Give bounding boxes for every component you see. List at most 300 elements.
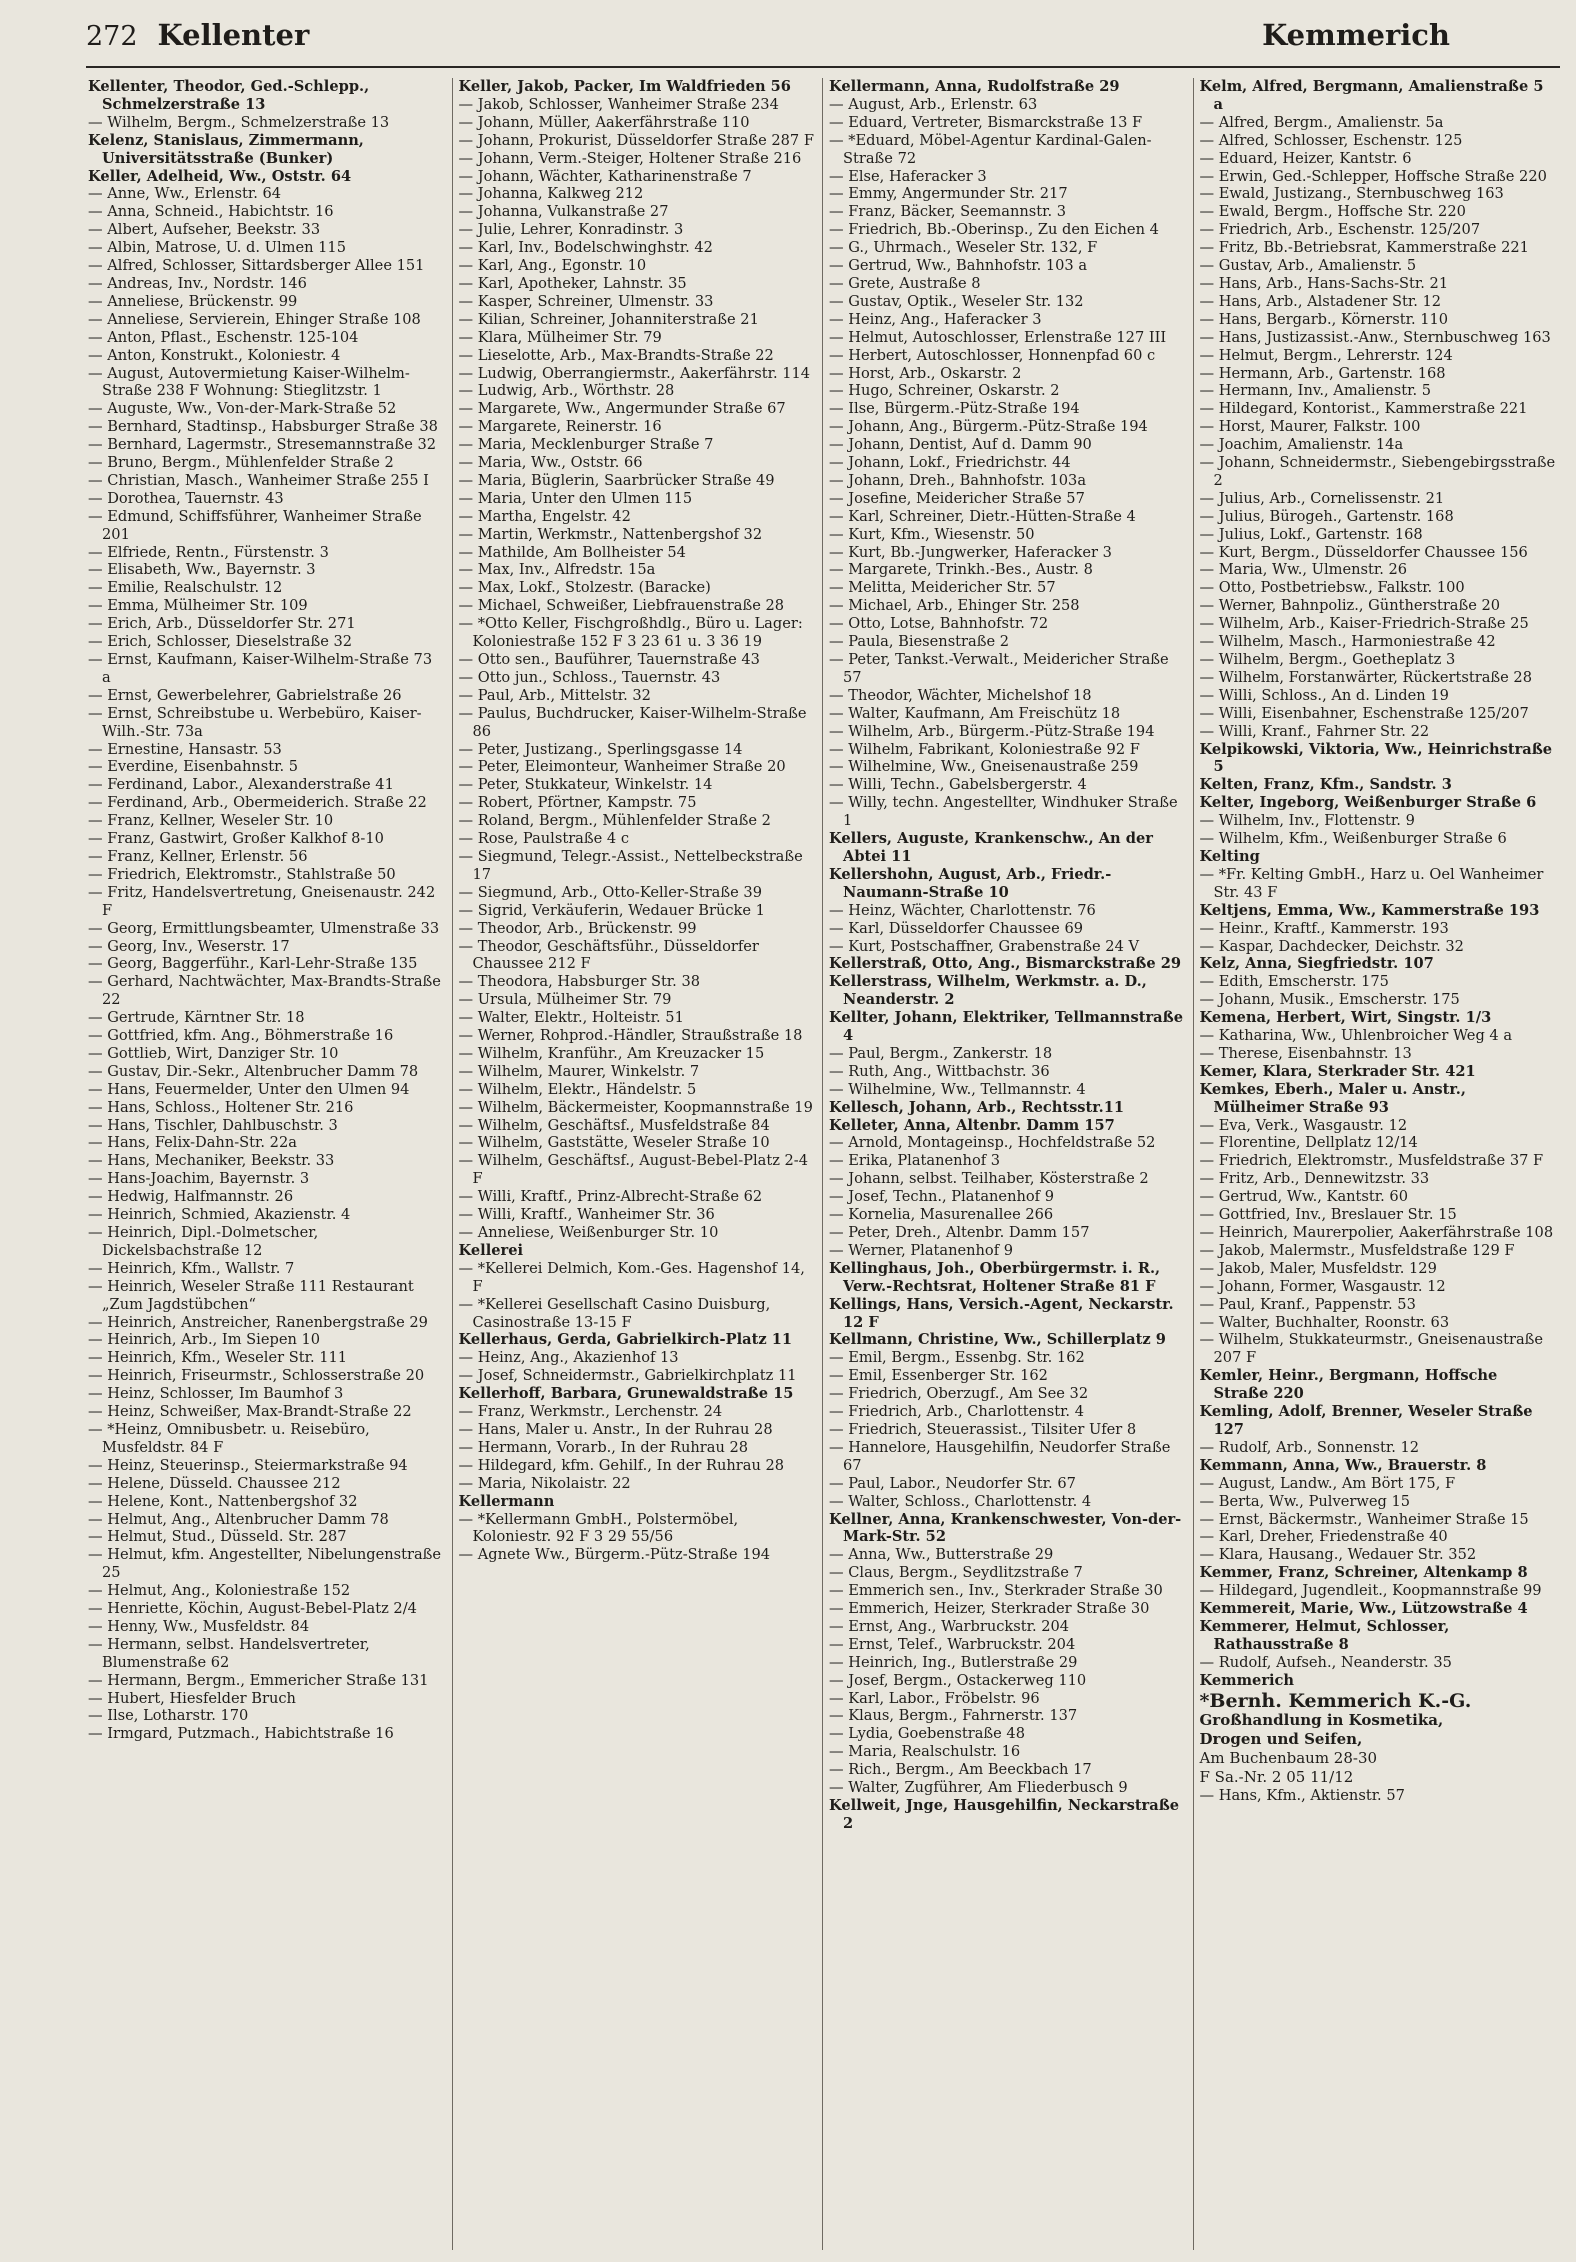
directory-entry: — *Otto Keller, Fischgroßhdlg., Büro u. Lager: Koloniestraße 152 F 3 23 61 u. 3 36 19 <box>458 615 803 651</box>
directory-entry: — Peter, Dreh., Altenbr. Damm 157 <box>829 1224 1090 1241</box>
directory-entry: — Hans, Schloss., Holtener Str. 216 <box>88 1098 354 1116</box>
directory-entry: Kemler, Heinr., Bergmann, Hoffsche Straße 220 <box>1199 1367 1498 1403</box>
directory-entry: — Franz, Werkmstr., Lerchenstr. 24 <box>458 1403 723 1421</box>
directory-entry: — Kurt, Bergm., Düsseldorfer Chaussee 156 <box>1199 543 1528 561</box>
directory-entry: — Anneliese, Servierein, Ehinger Straße 108 <box>88 310 421 328</box>
directory-entry: — Martha, Engelstr. 42 <box>458 507 631 525</box>
directory-entry: — Walter, Kaufmann, Am Freischütz 18 <box>829 704 1121 722</box>
directory-entry: — Friedrich, Oberzugf., Am See 32 <box>829 1385 1089 1403</box>
directory-entry: Kellermann <box>458 1492 555 1510</box>
directory-entry: — Jakob, Malermstr., Musfeldstraße 129 F <box>1199 1241 1515 1259</box>
directory-entry: — Friedrich, Arb., Charlottenstr. 4 <box>829 1403 1084 1421</box>
directory-entry: — Kasper, Schreiner, Ulmenstr. 33 <box>458 292 714 310</box>
directory-entry: — Josef, Bergm., Ostackerweg 110 <box>829 1671 1087 1689</box>
directory-entry: — Auguste, Ww., Von-der-Mark-Straße 52 <box>88 400 397 418</box>
ad-line-3: Am Buchenbaum 28-30 <box>1199 1748 1378 1767</box>
directory-entry: — Heinz, Schlosser, Im Baumhof 3 <box>88 1385 344 1403</box>
directory-entry: — Michael, Arb., Ehinger Str. 258 <box>829 597 1080 615</box>
directory-entry: — *Kellermann GmbH., Polstermöbel, Koloniestr. 92 F 3 29 55/56 <box>458 1510 739 1546</box>
directory-entry: — Ernst, Ang., Warbruckstr. 204 <box>829 1617 1070 1635</box>
directory-entry: — Henriette, Köchin, August-Bebel-Platz 2/4 <box>88 1600 417 1618</box>
directory-entry: — Johann, Wächter, Katharinenstraße 7 <box>458 167 752 185</box>
directory-entry: — Florentine, Dellplatz 12/14 <box>1199 1134 1418 1152</box>
directory-entry: — Franz, Kellner, Weseler Str. 10 <box>88 812 334 830</box>
directory-entry: — Alfred, Bergm., Amalienstr. 5a <box>1199 113 1444 131</box>
directory-entry: — Margarete, Ww., Angermunder Straße 67 <box>458 400 786 418</box>
directory-entry: — Mathilde, Am Bollheister 54 <box>458 543 686 561</box>
directory-entry: — Heinr., Kraftf., Kammerstr. 193 <box>1199 919 1449 937</box>
directory-entry: — Willy, techn. Angestellter, Windhuker Straße 1 <box>829 794 1178 830</box>
directory-entry: — Rose, Paulstraße 4 c <box>458 830 629 848</box>
directory-entry: — Hermann, Arb., Gartenstr. 168 <box>1199 364 1446 382</box>
directory-entry: Kellerstraß, Otto, Ang., Bismarckstraße 29 <box>829 955 1182 973</box>
directory-entry: — Ilse, Bürgerm.-Pütz-Straße 194 <box>829 400 1080 418</box>
directory-entry: — Kurt, Postschaffner, Grabenstraße 24 V <box>829 937 1140 955</box>
directory-entry: — Hans, Tischler, Dahlbuschstr. 3 <box>88 1116 338 1134</box>
directory-entry: — Lieselotte, Arb., Max-Brandts-Straße 22 <box>458 346 774 364</box>
directory-entry: — Max, Inv., Alfredstr. 15a <box>458 561 656 579</box>
directory-entry: — Hans, Felix-Dahn-Str. 22a <box>88 1134 297 1152</box>
directory-entry: — Karl, Labor., Fröbelstr. 96 <box>829 1689 1040 1707</box>
directory-entry: — Johann, Verm.-Steiger, Holtener Straße 216 <box>458 149 802 167</box>
directory-entry: — Alfred, Schlosser, Sittardsberger Allee 151 <box>88 257 425 275</box>
directory-entry: — Friedrich, Steuerassist., Tilsiter Ufer 8 <box>829 1420 1137 1438</box>
directory-entry: — Wilhelm, Arb., Kaiser-Friedrich-Straße 25 <box>1199 615 1529 633</box>
directory-entry: — Willi, Kranf., Fahrner Str. 22 <box>1199 722 1430 740</box>
directory-entry: Kelpikowski, Viktoria, Ww., Heinrichstraße 5 <box>1199 740 1553 776</box>
column-3 <box>823 78 1194 2250</box>
directory-entry: Kemmann, Anna, Ww., Brauerstr. 8 <box>1199 1456 1487 1474</box>
directory-entry: Kemer, Klara, Sterkrader Str. 421 <box>1199 1062 1476 1080</box>
directory-entry: — Max, Lokf., Stolzestr. (Baracke) <box>458 579 711 597</box>
directory-entry: — Werner, Bahnpoliz., Güntherstraße 20 <box>1199 597 1501 615</box>
directory-entry: — Josef, Techn., Platanenhof 9 <box>829 1188 1054 1206</box>
directory-entry: — Walter, Zugführer, Am Fliederbusch 9 <box>829 1779 1128 1797</box>
directory-entry: — Karl, Düsseldorfer Chaussee 69 <box>829 919 1084 937</box>
directory-entry: — Hedwig, Halfmannstr. 26 <box>88 1188 294 1206</box>
directory-entry: — Jakob, Schlosser, Wanheimer Straße 234 <box>458 95 779 113</box>
directory-entry: — Hermann, Vorarb., In der Ruhrau 28 <box>458 1438 749 1456</box>
directory-entry: — Anton, Konstrukt., Koloniestr. 4 <box>88 346 341 364</box>
directory-entry: — Gerhard, Nachtwächter, Max-Brandts-Straße 22 <box>88 973 441 1009</box>
directory-entry: — Albert, Aufseher, Beekstr. 33 <box>88 221 321 239</box>
directory-entry: — Ferdinand, Labor., Alexanderstraße 41 <box>88 776 394 794</box>
directory-entry: — Heinrich, Kfm., Weseler Str. 111 <box>88 1349 348 1367</box>
directory-entry: — *Kellerei Delmich, Kom.-Ges. Hagenshof 14, F <box>458 1259 805 1295</box>
directory-entry: — Wilhelm, Inv., Flottenstr. 9 <box>1199 812 1415 830</box>
directory-entry: — Arnold, Montageinsp., Hochfeldstraße 52 <box>829 1134 1156 1152</box>
directory-entry: — Anton, Pflast., Eschenstr. 125-104 <box>88 328 359 346</box>
directory-entry: — Alfred, Schlosser, Eschenstr. 125 <box>1199 131 1463 149</box>
directory-entry: — Heinrich, Friseurmstr., Schlosserstraße 20 <box>88 1367 425 1385</box>
directory-entry: — Hildegard, Kontorist., Kammerstraße 221 <box>1199 400 1528 418</box>
directory-entry: — Karl, Ang., Egonstr. 10 <box>458 257 647 275</box>
directory-entry: — Herbert, Autoschlosser, Honnenpfad 60 c <box>829 346 1156 364</box>
directory-entry: — Wilhelm, Forstanwärter, Rückertstraße 28 <box>1199 668 1532 686</box>
directory-entry: Kellershohn, August, Arb., Friedr.-Naumann-Straße 10 <box>829 865 1112 901</box>
directory-entry: — Hans, Bergarb., Körnerstr. 110 <box>1199 310 1449 328</box>
directory-entry: Kellerstrass, Wilhelm, Werkmstr. a. D., Neanderstr. 2 <box>829 973 1147 1009</box>
directory-entry: Kemmereit, Marie, Ww., Lützowstraße 4 <box>1199 1600 1528 1618</box>
directory-entry: — Theodora, Habsburger Str. 38 <box>458 973 701 991</box>
directory-entry: Kelenz, Stanislaus, Zimmermann, Universitätsstraße (Bunker) <box>88 131 364 167</box>
column-4-entries <box>1200 78 1557 1690</box>
directory-entry: — Johann, Former, Wasgaustr. 12 <box>1199 1277 1446 1295</box>
directory-entry: — Hildegard, kfm. Gehilf., In der Ruhrau 28 <box>458 1456 785 1474</box>
directory-entry: — Wilhelm, Gaststätte, Weseler Straße 10 <box>458 1134 770 1152</box>
directory-entry: — Otto, Postbetriebsw., Falkstr. 100 <box>1199 579 1465 597</box>
column-2 <box>453 78 824 2250</box>
directory-entry: — Willi, Kraftf., Wanheimer Str. 36 <box>458 1206 715 1224</box>
directory-entry: — Josef, Schneidermstr., Gabrielkirchplatz 11 <box>458 1367 797 1385</box>
directory-entry: — Emil, Essenberger Str. 162 <box>829 1367 1048 1385</box>
directory-entry: — Lydia, Goebenstraße 48 <box>829 1725 1025 1743</box>
directory-entry: — Klara, Hausang., Wedauer Str. 352 <box>1199 1546 1477 1564</box>
directory-entry: — *Fr. Kelting GmbH., Harz u. Oel Wanheimer Str. 43 F <box>1199 865 1544 901</box>
directory-entry: — Johann, Schneidermstr., Siebengebirgsstraße 2 <box>1199 454 1556 489</box>
directory-entry: — Hans, Justizassist.-Anw., Sternbuschweg 163 <box>1199 328 1551 346</box>
directory-entry: — Hugo, Schreiner, Oskarstr. 2 <box>829 382 1060 400</box>
ad-line-2: Drogen und Seifen, <box>1199 1729 1363 1748</box>
directory-entry: — Kurt, Kfm., Wiesenstr. 50 <box>829 525 1035 543</box>
directory-entry: — Siegmund, Telegr.-Assist., Nettelbeckstraße 17 <box>458 847 803 883</box>
directory-entry: — Paul, Kranf., Pappenstr. 53 <box>1199 1295 1416 1313</box>
column-4 <box>1194 78 1565 2250</box>
directory-entry: — Gertrude, Kärntner Str. 18 <box>88 1009 305 1027</box>
directory-entry: — Hubert, Hiesfelder Bruch <box>88 1689 296 1707</box>
directory-entry: — Berta, Ww., Pulverweg 15 <box>1199 1492 1411 1510</box>
directory-entry: — Michael, Schweißer, Liebfrauenstraße 28 <box>458 597 785 615</box>
directory-entry: — Walter, Elektr., Holteistr. 51 <box>458 1009 684 1027</box>
directory-entry: — Julius, Arb., Cornelissenstr. 21 <box>1199 489 1445 507</box>
directory-entry: — Wilhelm, Elektr., Händelstr. 5 <box>458 1080 697 1098</box>
directory-entry: — Margarete, Trinkh.-Bes., Austr. 8 <box>829 561 1093 579</box>
directory-entry: — Franz, Kellner, Erlenstr. 56 <box>88 847 308 865</box>
directory-entry: — August, Autovermietung Kaiser-Wilhelm-Straße 238 F Wohnung: Stieglitzstr. 1 <box>88 364 410 400</box>
directory-entry: — Karl, Dreher, Friedenstraße 40 <box>1199 1528 1448 1546</box>
directory-entry: — Ernst, Bäckermstr., Wanheimer Straße 15 <box>1199 1510 1529 1528</box>
directory-entry: — Rudolf, Arb., Sonnenstr. 12 <box>1199 1438 1420 1456</box>
directory-entry: — Kornelia, Masurenallee 266 <box>829 1206 1054 1224</box>
directory-entry: — Johann, Lokf., Friedrichstr. 44 <box>829 454 1071 472</box>
directory-entry: — Maria, Ww., Oststr. 66 <box>458 454 643 472</box>
directory-entry: — Johann, Müller, Aakerfährstraße 110 <box>458 113 750 131</box>
directory-entry: — Willi, Techn., Gabelsbergerstr. 4 <box>829 776 1087 794</box>
directory-entry: — Hermann, selbst. Handelsvertreter, Blumenstraße 62 <box>88 1635 370 1671</box>
directory-entry: — Emmerich sen., Inv., Sterkrader Straße 30 <box>829 1582 1163 1600</box>
directory-entry: — Julius, Bürogeh., Gartenstr. 168 <box>1199 507 1454 525</box>
directory-entry: — Peter, Stukkateur, Winkelstr. 14 <box>458 776 713 794</box>
directory-entry: — Georg, Inv., Weserstr. 17 <box>88 937 290 955</box>
directory-entry: — Erwin, Ged.-Schlepper, Hoffsche Straße 220 <box>1199 167 1547 185</box>
directory-entry: Kemling, Adolf, Brenner, Weseler Straße 127 <box>1199 1403 1533 1438</box>
directory-entry: — Irmgard, Putzmach., Habichtstraße 16 <box>88 1725 394 1743</box>
directory-entry: — Kilian, Schreiner, Johanniterstraße 21 <box>458 310 759 328</box>
directory-entry: — Johann, selbst. Teilhaber, Kösterstraße 2 <box>829 1170 1149 1188</box>
directory-entry: — Everdine, Eisenbahnstr. 5 <box>88 758 299 776</box>
directory-entry: — Werner, Rohprod.-Händler, Straußstraße 18 <box>458 1027 803 1045</box>
directory-entry: — Martin, Werkmstr., Nattenbergshof 32 <box>458 525 763 543</box>
directory-entry: — Maria, Realschulstr. 16 <box>829 1743 1021 1761</box>
directory-entry: — Paul, Bergm., Zankerstr. 18 <box>829 1044 1053 1062</box>
directory-entry: — Roland, Bergm., Mühlenfelder Straße 2 <box>458 812 771 830</box>
directory-entry: — Gottlieb, Wirt, Danziger Str. 10 <box>88 1044 339 1062</box>
directory-entry: Kellter, Johann, Elektriker, Tellmannstraße 4 <box>829 1009 1184 1045</box>
directory-entry: — Klara, Mülheimer Str. 79 <box>458 328 662 346</box>
directory-entry: — Andreas, Inv., Nordstr. 146 <box>88 274 307 292</box>
directory-entry: — Hildegard, Jugendleit., Koopmannstraße 99 <box>1199 1582 1542 1600</box>
directory-entry: — Willi, Eisenbahner, Eschenstraße 125/207 <box>1199 704 1529 722</box>
directory-entry: — Johann, Dentist, Auf d. Damm 90 <box>829 436 1092 454</box>
directory-entry: — Kurt, Bb.-Jungwerker, Haferacker 3 <box>829 543 1112 561</box>
directory-entry: — Ludwig, Arb., Wörthstr. 28 <box>458 382 675 400</box>
directory-entry: — Karl, Apotheker, Lahnstr. 35 <box>458 274 687 292</box>
directory-entry: — G., Uhrmach., Weseler Str. 132, F <box>829 239 1098 257</box>
directory-entry: — Josefine, Meidericher Straße 57 <box>829 489 1085 507</box>
page-number: 272 <box>86 21 138 52</box>
directory-entry: — Heinz, Steuerinsp., Steiermarkstraße 94 <box>88 1456 408 1474</box>
directory-entry: — Walter, Buchhalter, Roonstr. 63 <box>1199 1313 1450 1331</box>
directory-entry: — Maria, Unter den Ulmen 115 <box>458 489 693 507</box>
directory-entry: — Eduard, Heizer, Kantstr. 6 <box>1199 149 1412 167</box>
directory-entry: — Wilhelmine, Ww., Gneisenaustraße 259 <box>829 758 1139 776</box>
directory-entry: — Wilhelm, Bergm., Schmelzerstraße 13 <box>88 113 390 131</box>
directory-entry: — Paul, Labor., Neudorfer Str. 67 <box>829 1474 1076 1492</box>
directory-entry: — *Kellerei Gesellschaft Casino Duisburg, Casinostraße 13-15 F <box>458 1295 771 1331</box>
directory-entry: — Paula, Biesenstraße 2 <box>829 633 1010 651</box>
directory-entry: — Helene, Düsseld. Chaussee 212 <box>88 1474 341 1492</box>
directory-entry: — Heinz, Wächter, Charlottenstr. 76 <box>829 901 1096 919</box>
directory-entry: — Fritz, Bb.-Betriebsrat, Kammerstraße 221 <box>1199 239 1529 257</box>
directory-entry: Kellerei <box>458 1241 524 1259</box>
directory-entry: — Julie, Lehrer, Konradinstr. 3 <box>458 221 684 239</box>
directory-entry: Kelting <box>1199 847 1260 865</box>
directory-entry: — Johann, Dreh., Bahnhofstr. 103a <box>829 471 1087 489</box>
directory-entry: — Johann, Musik., Emscherstr. 175 <box>1199 991 1460 1009</box>
directory-entry: — Wilhelmine, Ww., Tellmannstr. 4 <box>829 1080 1086 1098</box>
directory-entry: — Gottfried, kfm. Ang., Böhmerstraße 16 <box>88 1027 394 1045</box>
directory-entry: — Friedrich, Elektromstr., Musfeldstraße 37 F <box>1199 1152 1544 1170</box>
directory-entry: — Ernst, Schreibstube u. Werbebüro, Kaiser-Wilh.-Str. 73a <box>88 704 422 740</box>
directory-entry: — Elisabeth, Ww., Bayernstr. 3 <box>88 561 316 579</box>
directory-entry: — Katharina, Ww., Uhlenbroicher Weg 4 a <box>1199 1027 1513 1045</box>
directory-entry: — Julius, Lokf., Gartenstr. 168 <box>1199 525 1423 543</box>
directory-entry: — Henny, Ww., Musfeldstr. 84 <box>88 1617 310 1635</box>
page-header <box>86 18 1560 68</box>
directory-entry: — Elfriede, Rentn., Fürstenstr. 3 <box>88 543 329 561</box>
directory-entry: — Maria, Büglerin, Saarbrücker Straße 49 <box>458 471 775 489</box>
directory-entry: — Hans-Joachim, Bayernstr. 3 <box>88 1170 310 1188</box>
directory-entry: — Hannelore, Hausgehilfin, Neudorfer Straße 67 <box>829 1438 1171 1474</box>
directory-entry: — Gertrud, Ww., Bahnhofstr. 103 a <box>829 257 1088 275</box>
directory-entry: — Paul, Arb., Mittelstr. 32 <box>458 686 651 704</box>
directory-entry: — Anna, Schneid., Habichtstr. 16 <box>88 203 334 221</box>
directory-entry: — Ludwig, Oberrangiermstr., Aakerfährstr. 114 <box>458 364 811 382</box>
directory-entry: — Johanna, Vulkanstraße 27 <box>458 203 669 221</box>
directory-entry: — Helmut, Stud., Düsseld. Str. 287 <box>88 1528 347 1546</box>
directory-entry: — Christian, Masch., Wanheimer Straße 255 I <box>88 471 429 489</box>
kemmerich-advertisement <box>1199 1689 1557 1787</box>
header-left-name: Kellenter <box>157 18 310 52</box>
directory-entry: Kellerhaus, Gerda, Gabrielkirch-Platz 11 <box>458 1331 792 1349</box>
directory-entry: — Franz, Gastwirt, Großer Kalkhof 8-10 <box>88 830 384 848</box>
directory-entry: — Theodor, Arb., Brückenstr. 99 <box>458 919 697 937</box>
directory-entry: — Willi, Kraftf., Prinz-Albrecht-Straße 62 <box>458 1188 763 1206</box>
directory-entry: — Robert, Pförtner, Kampstr. 75 <box>458 794 697 812</box>
directory-entry: — Margarete, Reinerstr. 16 <box>458 418 662 436</box>
directory-entry: Kelm, Alfred, Bergmann, Amalienstraße 5 a <box>1199 78 1544 113</box>
ad-company-name: *Bernh. Kemmerich K.-G. <box>1199 1689 1472 1712</box>
directory-entry: — Theodor, Geschäftsführ., Düsseldorfer Chaussee 212 F <box>458 937 759 973</box>
directory-entry: — Hans, Kfm., Aktienstr. 57 <box>1199 1786 1405 1804</box>
directory-entry: — Paulus, Buchdrucker, Kaiser-Wilhelm-Straße 86 <box>458 704 807 740</box>
directory-entry: Kellings, Hans, Versich.-Agent, Neckarstr. 12 F <box>829 1295 1174 1331</box>
directory-entry: Kemmer, Franz, Schreiner, Altenkamp 8 <box>1199 1564 1528 1582</box>
ad-line-1: Großhandlung in Kosmetika, <box>1199 1710 1444 1729</box>
directory-entry: — Otto jun., Schloss., Tauernstr. 43 <box>458 668 721 686</box>
directory-entry: — Emmy, Angermunder Str. 217 <box>829 185 1068 203</box>
directory-entry: — Siegmund, Arb., Otto-Keller-Straße 39 <box>458 883 762 901</box>
directory-entry: — Else, Haferacker 3 <box>829 167 987 185</box>
directory-entry: — Wilhelm, Stukkateurmstr., Gneisenaustraße 207 F <box>1199 1331 1544 1367</box>
directory-entry: — Georg, Ermittlungsbeamter, Ulmenstraße 33 <box>88 919 440 937</box>
directory-entry: — Hans, Arb., Hans-Sachs-Str. 21 <box>1199 274 1449 292</box>
directory-entry: Kemkes, Eberh., Maler u. Anstr., Mülheimer Straße 93 <box>1199 1080 1466 1116</box>
directory-entry: Kelleter, Anna, Altenbr. Damm 157 <box>829 1116 1115 1134</box>
directory-entry: — Friedrich, Bb.-Oberinsp., Zu den Eichen 4 <box>829 221 1159 239</box>
directory-entry: — *Heinz, Omnibusbetr. u. Reisebüro, Musfeldstr. 84 F <box>88 1420 370 1456</box>
directory-entry: — Claus, Bergm., Seydlitzstraße 7 <box>829 1564 1083 1582</box>
directory-entry: — Sigrid, Verkäuferin, Wedauer Brücke 1 <box>458 901 765 919</box>
directory-entry: — Helmut, kfm. Angestellter, Nibelungenstraße 25 <box>88 1546 442 1582</box>
directory-entry: Kellmann, Christine, Ww., Schillerplatz 9 <box>829 1331 1166 1349</box>
directory-entry: — Hans, Mechaniker, Beekstr. 33 <box>88 1152 335 1170</box>
directory-entry: — Franz, Bäcker, Seemannstr. 3 <box>829 203 1067 221</box>
directory-entry: — Maria, Nikolaistr. 22 <box>458 1474 631 1492</box>
directory-entry: — Helmut, Autoschlosser, Erlenstraße 127 III <box>829 328 1167 346</box>
directory-entry: — Helmut, Bergm., Lehrerstr. 124 <box>1199 346 1453 364</box>
directory-entry: — Kaspar, Dachdecker, Deichstr. 32 <box>1199 937 1464 955</box>
directory-entry: — Heinz, Schweißer, Max-Brandt-Straße 22 <box>88 1403 412 1421</box>
directory-entry: — Therese, Eisenbahnstr. 13 <box>1199 1044 1412 1062</box>
directory-entry: — Emil, Bergm., Essenbg. Str. 162 <box>829 1349 1085 1367</box>
directory-entry: — Werner, Platanenhof 9 <box>829 1241 1014 1259</box>
directory-entry: — Ernst, Telef., Warbruckstr. 204 <box>829 1635 1076 1653</box>
directory-entry: — Ferdinand, Arb., Obermeiderich. Straße 22 <box>88 794 427 812</box>
directory-entry: — Bernhard, Stadtinsp., Habsburger Straße 38 <box>88 418 438 436</box>
directory-entry: — Hermann, Bergm., Emmericher Straße 131 <box>88 1671 429 1689</box>
directory-entry: Kellinghaus, Joh., Oberbürgermstr. i. R., Verw.-Rechtsrat, Holtener Straße 81 F <box>829 1259 1161 1295</box>
directory-entry: — Anneliese, Brückenstr. 99 <box>88 292 298 310</box>
directory-entry: — Heinrich, Arb., Im Siepen 10 <box>88 1331 321 1349</box>
directory-entry: — Heinz, Ang., Akazienhof 13 <box>458 1349 679 1367</box>
ad-line-4: F Sa.-Nr. 2 05 11/12 <box>1199 1767 1354 1786</box>
directory-entry: — Ursula, Mülheimer Str. 79 <box>458 991 672 1009</box>
directory-entry: — Edith, Emscherstr. 175 <box>1199 973 1389 991</box>
directory-entry: — Albin, Matrose, U. d. Ulmen 115 <box>88 239 346 257</box>
directory-entry: — Gustav, Optik., Weseler Str. 132 <box>829 292 1084 310</box>
directory-entry: — Otto, Lotse, Bahnhofstr. 72 <box>829 615 1049 633</box>
directory-entry: — Heinz, Ang., Haferacker 3 <box>829 310 1042 328</box>
directory-entry: Kellers, Auguste, Krankenschw., An der Abtei 11 <box>829 830 1153 865</box>
directory-entry: — Horst, Maurer, Falkstr. 100 <box>1199 418 1421 436</box>
directory-entry: — Melitta, Meidericher Str. 57 <box>829 579 1056 597</box>
directory-entry: — Erich, Arb., Düsseldorfer Str. 271 <box>88 615 356 633</box>
directory-entry: — Karl, Inv., Bodelschwinghstr. 42 <box>458 239 713 257</box>
directory-entry: Kellner, Anna, Krankenschwester, Von-der-Mark-Str. 52 <box>829 1510 1182 1546</box>
directory-entry: — Maria, Mecklenburger Straße 7 <box>458 436 714 454</box>
directory-entry: — Heinrich, Anstreicher, Ranenbergstraße 29 <box>88 1313 428 1331</box>
directory-entry: — Rich., Bergm., Am Beeckbach 17 <box>829 1761 1092 1779</box>
directory-entry: — Grete, Austraße 8 <box>829 274 981 292</box>
directory-entry: — Heinrich, Weseler Straße 111 Restaurant „Zum Jagdstübchen“ <box>88 1277 414 1313</box>
directory-entry: — Ewald, Justizang., Sternbuschweg 163 <box>1199 185 1504 203</box>
directory-entry: Kelten, Franz, Kfm., Sandstr. 3 <box>1199 776 1452 794</box>
directory-entry: Keller, Adelheid, Ww., Oststr. 64 <box>88 167 352 185</box>
directory-entry: Kelz, Anna, Siegfriedstr. 107 <box>1199 955 1434 973</box>
directory-entry: — Ruth, Ang., Wittbachstr. 36 <box>829 1062 1050 1080</box>
directory-entry: — Erich, Schlosser, Dieselstraße 32 <box>88 633 353 651</box>
directory-entry: — Anna, Ww., Butterstraße 29 <box>829 1546 1054 1564</box>
directory-entry: Kelter, Ingeborg, Weißenburger Straße 6 <box>1199 794 1537 812</box>
directory-entry: — Ewald, Bergm., Hoffsche Str. 220 <box>1199 203 1466 221</box>
directory-entry: — Wilhelm, Kranführ., Am Kreuzacker 15 <box>458 1044 765 1062</box>
directory-entry: — Emma, Mülheimer Str. 109 <box>88 597 308 615</box>
directory-entry: — Edmund, Schiffsführer, Wanheimer Straße 201 <box>88 507 422 543</box>
directory-entry: — Bruno, Bergm., Mühlenfelder Straße 2 <box>88 454 394 472</box>
directory-entry: — Wilhelm, Bergm., Goetheplatz 3 <box>1199 651 1456 668</box>
directory-entry: — Ernst, Kaufmann, Kaiser-Wilhelm-Straße 73 a <box>88 651 433 686</box>
directory-entry: — Agnete Ww., Bürgerm.-Pütz-Straße 194 <box>458 1546 771 1564</box>
directory-entry: Kellerhoff, Barbara, Grunewaldstraße 15 <box>458 1385 794 1403</box>
directory-entry: — Anne, Ww., Erlenstr. 64 <box>88 185 282 203</box>
directory-entry: Kellweit, Jnge, Hausgehilfin, Neckarstraße 2 <box>829 1797 1180 1832</box>
directory-entry: — August, Arb., Erlenstr. 63 <box>829 95 1038 113</box>
directory-entry: — Willi, Schloss., An d. Linden 19 <box>1199 686 1449 704</box>
directory-entry: — Wilhelm, Kfm., Weißenburger Straße 6 <box>1199 830 1507 848</box>
directory-entry: — Wilhelm, Arb., Bürgerm.-Pütz-Straße 194 <box>829 722 1155 740</box>
directory-entry: — Otto sen., Bauführer, Tauernstraße 43 <box>458 651 760 668</box>
directory-entry: — Heinrich, Kfm., Wallstr. 7 <box>88 1259 295 1277</box>
directory-entry: — Wilhelm, Maurer, Winkelstr. 7 <box>458 1062 700 1080</box>
directory-entry: — Wilhelm, Geschäftsf., Musfeldstraße 84 <box>458 1116 770 1134</box>
directory-entry: Kellenter, Theodor, Ged.-Schlepp., Schmelzerstraße 13 <box>88 78 370 113</box>
directory-entry: — Rudolf, Aufseh., Neanderstr. 35 <box>1199 1653 1452 1671</box>
header-right-name: Kemmerich <box>1262 18 1450 52</box>
directory-entry: — Karl, Schreiner, Dietr.-Hütten-Straße 4 <box>829 507 1136 525</box>
directory-entry: — Heinrich, Dipl.-Dolmetscher, Dickelsbachstraße 12 <box>88 1224 319 1259</box>
directory-entry: — Heinrich, Maurerpolier, Aakerfährstraße 108 <box>1199 1224 1554 1241</box>
directory-entry: — Helmut, Ang., Koloniestraße 152 <box>88 1582 351 1600</box>
directory-entry: — Peter, Eleimonteur, Wanheimer Straße 20 <box>458 758 786 776</box>
directory-entry: — Georg, Baggerführ., Karl-Lehr-Straße 135 <box>88 955 418 973</box>
column-1 <box>82 78 453 2250</box>
directory-entry: Keller, Jakob, Packer, Im Waldfrieden 56 <box>458 78 791 95</box>
directory-entry: — Johann, Prokurist, Düsseldorfer Straße 287 F <box>458 131 814 149</box>
directory-entry: Kellesch, Johann, Arb., Rechtsstr.11 <box>829 1098 1125 1116</box>
directory-entry: — Horst, Arb., Oskarstr. 2 <box>829 364 1022 382</box>
directory-entry: — Walter, Schloss., Charlottenstr. 4 <box>829 1492 1092 1510</box>
directory-entry: — Dorothea, Tauernstr. 43 <box>88 489 284 507</box>
directory-entry: — Wilhelm, Bäckermeister, Koopmannstraße 19 <box>458 1098 813 1116</box>
directory-entry: — Hans, Feuermelder, Unter den Ulmen 94 <box>88 1080 410 1098</box>
directory-entry: — Ilse, Lotharstr. 170 <box>88 1707 249 1725</box>
directory-entry: — Fritz, Handelsvertretung, Gneisenaustr. 242 F <box>88 883 436 919</box>
directory-entry: — Eva, Verk., Wasgaustr. 12 <box>1199 1116 1408 1134</box>
directory-entry: — Ernst, Gewerbelehrer, Gabrielstraße 26 <box>88 686 402 704</box>
directory-entry: — Fritz, Arb., Dennewitzstr. 33 <box>1199 1170 1430 1188</box>
directory-entry: — *Eduard, Möbel-Agentur Kardinal-Galen-Straße 72 <box>829 131 1152 167</box>
